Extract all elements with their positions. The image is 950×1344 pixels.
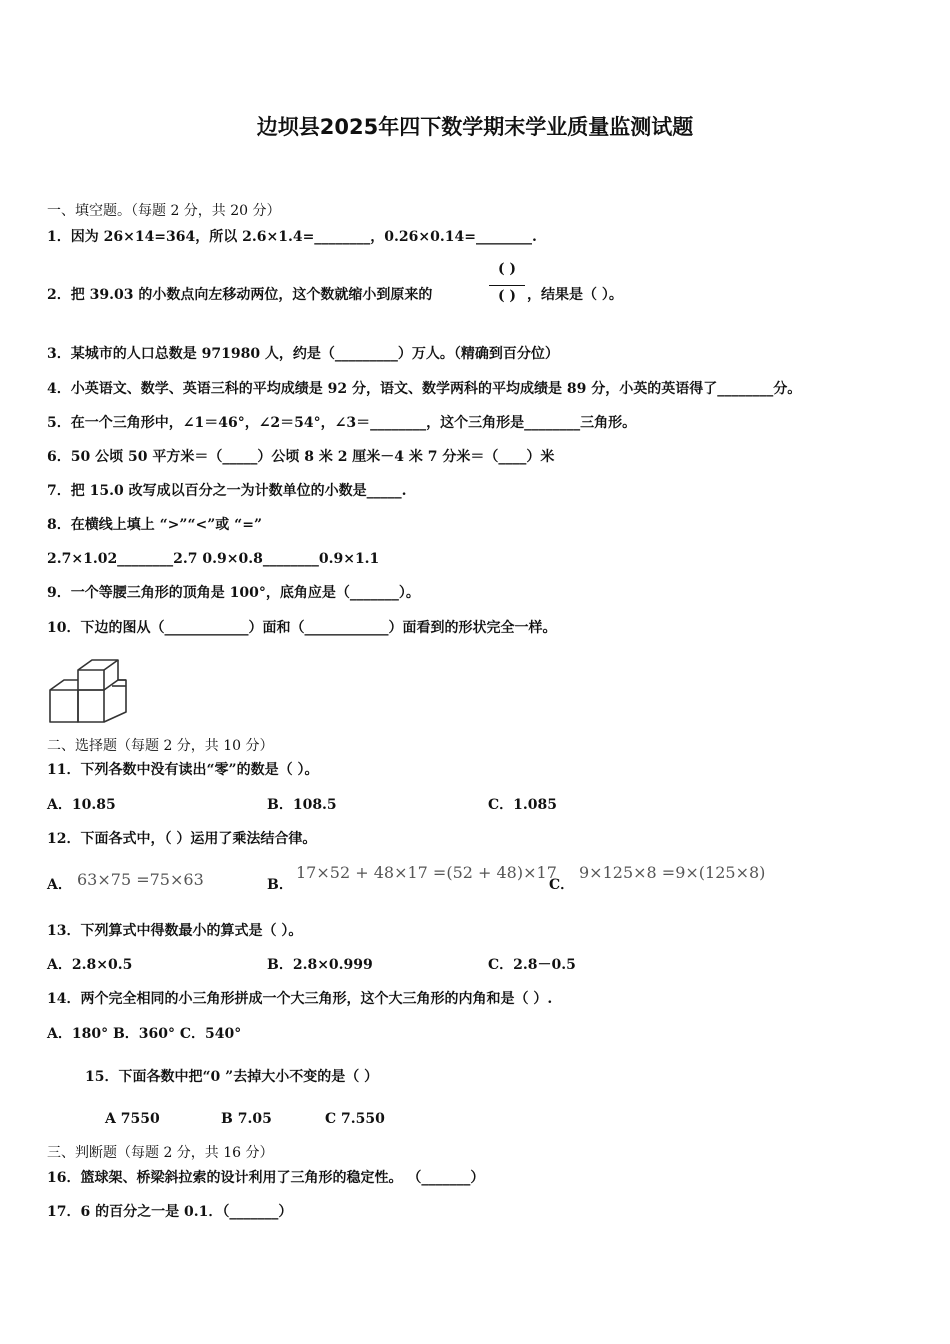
question-12: 12．下面各式中，（ ）运用了乘法结合律。 [47, 831, 317, 847]
section-heading-choice: 二、选择题（每题 2 分，共 10 分） [47, 738, 274, 754]
question-15-option-a: A 7550 [105, 1111, 160, 1127]
question-13-option-c: C．2.8－0.5 [488, 957, 576, 973]
cube-top-edge-left [50, 680, 78, 690]
question-6: 6．50 公顷 50 平方米＝（_____）公顷 8 米 2 厘米－4 米 7 分米＝（____）米 [47, 449, 555, 465]
cube-front-left [50, 690, 78, 722]
question-2-fraction-denominator: ( ) [497, 288, 517, 304]
question-3: 3．某城市的人口总数是 971980 人，约是（_________）万人。（精确到百分位） [47, 346, 559, 362]
question-4: 4．小英语文、数学、英语三科的平均成绩是 92 分，语文、数学两科的平均成绩是 89 分，小英的英语得了________分。 [47, 381, 802, 397]
question-14: 14．两个完全相同的小三角形拼成一个大三角形，这个大三角形的内角和是（ ）. [47, 991, 553, 1007]
question-15-option-c: C 7.550 [325, 1111, 385, 1127]
question-11-option-b: B．108.5 [267, 797, 337, 813]
question-16: 16．篮球架、桥梁斜拉索的设计利用了三角形的稳定性。 （_______） [47, 1170, 485, 1186]
section-heading-fill-in: 一、填空题。（每题 2 分，共 20 分） [47, 203, 281, 219]
question-11: 11．下列各数中没有读出“零”的数是（ ）。 [47, 762, 319, 778]
question-12-option-b-expression: 17×52 + 48×17 =(52 + 48)×17 [296, 863, 557, 882]
question-9: 9．一个等腰三角形的顶角是 100°，底角应是（_______）。 [47, 585, 420, 601]
question-13-option-a: A．2.8×0.5 [47, 957, 133, 973]
page-title: 边坝县2025年四下数学期末学业质量监测试题 [256, 115, 694, 139]
question-13-option-b: B．2.8×0.999 [267, 957, 373, 973]
question-1: 1．因为 26×14=364，所以 2.6×1.4=________，0.26×0.14=________. [47, 229, 537, 245]
section-heading-judgment: 三、判断题（每题 2 分，共 16 分） [47, 1145, 274, 1161]
question-7: 7．把 15.0 改写成以百分之一为计数单位的小数是_____. [47, 483, 407, 499]
question-8-items: 2.7×1.02________2.7 0.9×0.8________0.9×1.1 [47, 551, 380, 567]
question-14-options: A．180° B．360° C．540° [47, 1026, 242, 1042]
question-5: 5．在一个三角形中，∠1＝46°，∠2＝54°，∠3＝________，这个三角形是________三角形。 [47, 415, 637, 431]
question-12-option-c-label: C． [549, 877, 575, 893]
cube-front-top [78, 670, 104, 690]
question-2-fraction-numerator: ( ) [497, 261, 517, 277]
question-15-option-b: B 7.05 [221, 1111, 272, 1127]
question-2-suffix: ，结果是（ ）。 [527, 287, 623, 303]
cube-stack-figure [46, 656, 132, 726]
question-12-option-a-expression: 63×75 =75×63 [77, 870, 204, 889]
question-8: 8．在横线上填上 “>”“<”或 “=” [47, 517, 262, 533]
question-2-text: 2．把 39.03 的小数点向左移动两位，这个数就缩小到原来的 [47, 287, 433, 303]
question-12-option-a-label: A． [47, 877, 72, 893]
question-2-fraction-bar [489, 285, 525, 286]
question-12-option-b-label: B． [267, 877, 293, 893]
question-10: 10．下边的图从（____________）面和（____________）面看到的形状完全一样。 [47, 620, 557, 636]
question-11-option-a: A．10.85 [47, 797, 116, 813]
question-17: 17．6 的百分之一是 0.1．（_______） [47, 1204, 293, 1220]
question-15: 15．下面各数中把“0 ”去掉大小不变的是（ ） [85, 1069, 379, 1085]
question-11-option-c: C．1.085 [488, 797, 557, 813]
cube-front-right [78, 690, 104, 722]
cube-top-face [78, 660, 118, 670]
question-12-option-c-expression: 9×125×8 =9×(125×8) [579, 863, 766, 882]
question-13: 13．下列算式中得数最小的算式是（ ）。 [47, 923, 303, 939]
